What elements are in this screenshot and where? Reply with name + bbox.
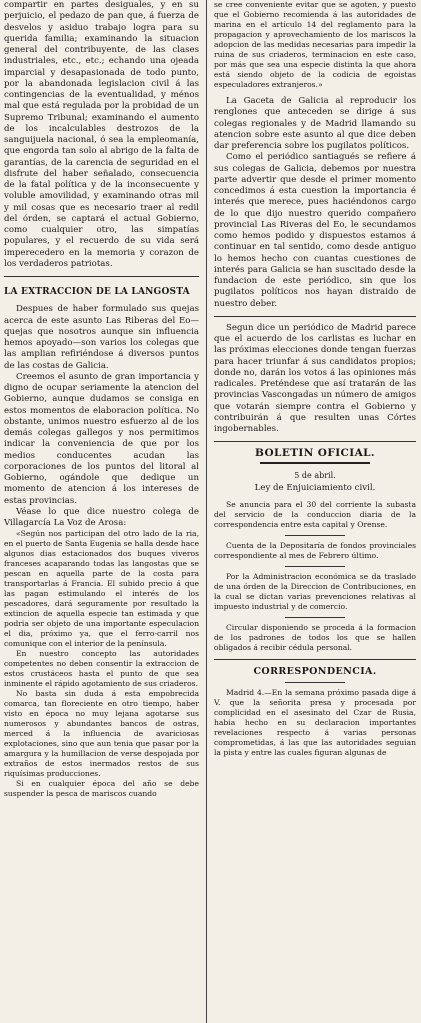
correspondencia-heading: CORRESPONDENCIA. <box>253 666 377 677</box>
quote-paragraph: «Según nos participan del otro lado de la ria, en el puerto de Santa Eugenia se halla desde hace algunos dias estacionados dos buques viveros franceses acaparando todas las langostas que se pescan en aquella parte de la costa para transportarlas á Francia. El subido precio á que las pagan estimulando el interés de los pescadores, dará seguramente por resultado la extincion de aquella especie tan estimada y que podria ser objeto de una importante especulacion el dia, próximo ya, que el ferro-carril nos comunique con el interior de la península. <box>4 529 199 649</box>
section-divider <box>214 316 416 317</box>
section-divider <box>214 659 416 660</box>
heading-underline <box>260 462 370 464</box>
quote-paragraph: En nuestro concepto las autoridades competentes no deben consentir la extraccion de estos crustáceos hasta el punto de que sea inminente el rápido agotamiento de sus criaderos. <box>4 649 199 689</box>
item-divider <box>285 535 345 536</box>
boletin-heading: BOLETIN OFICIAL. <box>255 447 375 460</box>
left-column <box>4 0 199 799</box>
column-divider <box>206 0 207 1023</box>
article-continuation: compartir en partes desiguales, y en su perjuicio, el pedazo de pan que, á fuerza de desvelos y asiduo trabajo logra para su querida familia; examinando la situacion general del contribuyente, de las clases industriales, etc., etc.; echando una ojeada imparcial y desapasionada de todo punto, por la abandonada legislacion civil á las contingencias de la eventualidad, y ménos mal que está regulada por la probidad de un Supremo Tribunal; examinando el aumento de los incalculables destrozos de la sanguijuela nacional, ó sea la empleomanía, que engorda tan solo al abrigo de la falta de garantías, de la carencia de seguridad en el disfrute del haber señalado, consecuencia de la fatal política y de la inconsecuente y voluble amovilidad, y examinando otras mil y mil cosas que es necesario traer al redil del órden, se captará el actual Gobierno, como cualquier otro, las simpatías populares, y el recuerdo de su vida será imperecedero en la memoria y corazon de los verdaderos patriotas. <box>4 0 199 269</box>
heading-underline <box>285 682 345 683</box>
quote-paragraph: Si en cualquier época del año se debe suspender la pesca de mariscos cuando <box>4 779 199 799</box>
section-divider <box>4 276 199 277</box>
paragraph: Segun dice un periódico de Madrid parece que el acuerdo de los carlistas es luchar en las próximas elecciones donde tengan fuerzas para hacer triunfar á sus candidatos propios; donde no, darán los votos á las opiniones más radicales. Preténdese que así tratarán de las provincias Vascongadas un número de amigos que votarán siempre contra el Gobierno y contribuirán á que resulten unas Córtes ingobernables. <box>214 322 416 434</box>
correspondencia-text: Madrid 4.—En la semana próximo pasada dige á V. que la señorita presa y procesada por complicidad en el asesinato del Czar de Rusia, habia hecho en su declaracion importantes revelaciones respecto á varias personas comprometidas, á las que las autoridades seguian la pista y entre las cuales figuran algunas de <box>214 688 416 758</box>
right-column <box>214 0 416 758</box>
article-heading-langosta: LA EXTRACCION DE LA LANGOSTA <box>4 287 190 297</box>
boletin-item: Por la Administracion económica se da traslado de una órden de la Direccion de Contribuciones, en la cual se dictan varias prevenciones relativas al impuesto industrial y de comercio. <box>214 572 416 611</box>
boletin-ley: Ley de Enjuiciamiento civil. <box>254 482 376 493</box>
paragraph: Como el periódico santiagués se refiere á sus colegas de Galicia, debemos por nuestra parte advertir que desde el primer momento concedimos á esta cuestion la importancia é interés que merece, pues haciéndonos cargo de lo que dijo nuestro querido compañero provincial Las Riveras del Eo, le secundamos como hemos podido y dispuestos estamos á continuar en tal sentido, como desde antiguo lo hemos hecho con cuantas cuestiones de interés para Galicia se han suscitado desde la fundacion de este periódico, sin que los pugilatos políticos nos hayan distraido de nuestro deber. <box>214 152 416 309</box>
boletin-item: Cuenta de la Depositaría de fondos provinciales correspondiente al mes de Febrero último. <box>214 541 416 560</box>
item-divider <box>285 566 345 567</box>
paragraph: Despues de haber formulado sus quejas acerca de este asunto Las Riberas del Eo—quejas que nosotros aunque sin influencia hemos apoyado—son varios los colegas que las amplian refiriéndose á diversos puntos de las costas de Galicia. <box>4 304 199 371</box>
paragraph: Creemos el asunto de gran importancia y digno de ocupar seriamente la atencion del Gobierno, aunque dudamos se consiga en estos momentos de elaboracion política. No obstante, unimos nuestro esfuerzo al de los demás colegas gallegos y nos permitimos indicar la conveniencia de que por los medios conducentes acudan las corporaciones de los puntos del litoral al Gobierno, ogándole que dedique un momento de atencion á los intereses de estas provincias. <box>4 371 199 506</box>
quote-paragraph: No basta sin duda á esta empobrecida comarca, tan floreciente en otro tiempo, haber visto en época no muy lejana agotarse sus numerosos y abundantes bancos de ostras, merced á la influencia de avariciosas explotaciones, sino que aun tenia que pasar por la amargura y la humillacion de verse despojada por extraños de estos inermados restos de sus riquísimas producciones. <box>4 689 199 779</box>
boletin-date: 5 de abril. <box>294 470 336 480</box>
boletin-item: Circular disponiendo se proceda á la formacion de los padrones de todos los que se hallen obligados á recibir cédula personal. <box>214 623 416 652</box>
quote-continuation: se cree conveniente evitar que se agoten, y puesto que el Gobierno recomienda á las autoridades de marina en el artículo 14 del reglamento para la propagacion y aprovechamiento de los mariscos la adopcion de las medidas necesarias para impedir la ruina de sus criaderos, terminacion en este caso, por más que sea una especie distinta la que ahora está siendo objeto de la codicia de egoistas especuladores extranjeros.» <box>214 0 416 89</box>
item-divider <box>285 617 345 618</box>
paragraph: La Gaceta de Galicia al reproducir los renglones que anteceden se dirige á sus colegas regionales y de Madrid llamando su atencion sobre este asunto al que dice deben dar preferencia sobre los pugilatos políticos. <box>214 96 416 151</box>
boletin-item: Se anuncia para el 30 del corriente la subasta del servicio de la conduccion diaria de la correspondencia entre esta capital y Orense. <box>214 500 416 529</box>
paragraph: Véase lo que dice nuestro colega de Villagarcía La Voz de Arosa: <box>4 506 199 528</box>
section-divider <box>214 441 416 442</box>
